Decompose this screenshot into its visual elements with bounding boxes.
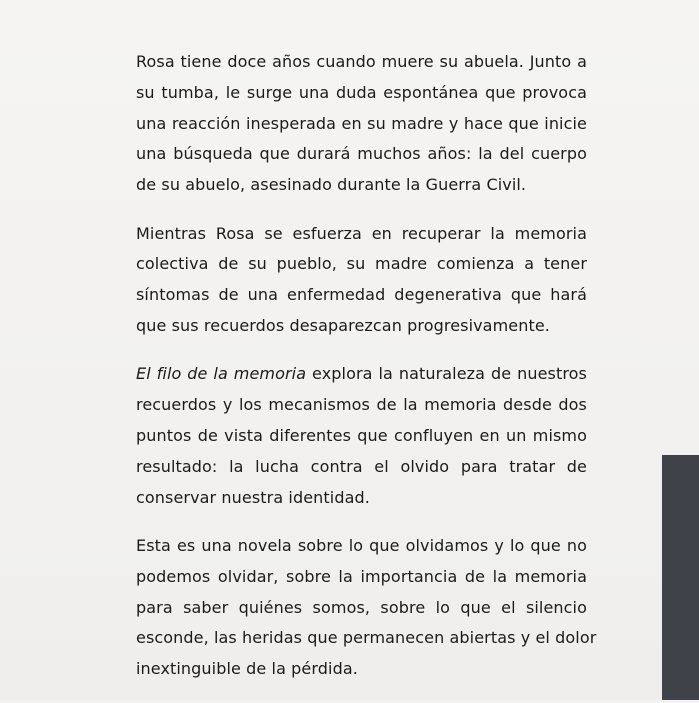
paragraph-4 xyxy=(136,531,597,685)
text-line: Rosa tiene doce años cuando muere su abuela. Junto a xyxy=(136,52,587,71)
text-line: una búsqueda que durará muchos años: la del cuerpo xyxy=(136,144,587,164)
paragraph-3 xyxy=(136,359,587,513)
text-line: esconde, las heridas que permanecen abiertas y el dolor xyxy=(136,628,597,648)
text-line: síntomas de una enfermedad degenerativa que hará xyxy=(136,285,587,305)
text-line: Esta es una novela sobre lo que olvidamos y lo que no xyxy=(136,535,587,555)
text-line: su tumba, le surge una duda espontánea que provoca xyxy=(136,82,587,102)
text-line: una reacción inesperada en su madre y hace que inicie xyxy=(136,113,587,133)
text-line: inextinguible de la pérdida. xyxy=(136,659,358,679)
text-line: para saber quiénes somos, sobre lo que el silencio xyxy=(136,597,587,617)
text-line: podemos olvidar, sobre la importancia de la memoria xyxy=(136,566,587,586)
text-line: puntos de vista diferentes que confluyen en un mismo xyxy=(136,425,587,445)
paragraph-2 xyxy=(136,219,587,342)
text-line: colectiva de su pueblo, su madre comienza a tener xyxy=(136,254,587,274)
text-line: Mientras Rosa se esfuerza en recuperar la memoria xyxy=(136,223,587,243)
text-line: resultado: la lucha contra el olvido para tratar de xyxy=(136,456,587,476)
book-title-italic: El filo de la memoria xyxy=(136,364,307,384)
text-fragment: explora la naturaleza de nuestros xyxy=(306,364,587,384)
text-line: que sus recuerdos desaparezcan progresivamente. xyxy=(136,315,550,335)
text-line: de su abuelo, asesinado durante la Guerra Civil. xyxy=(136,175,527,195)
text-line xyxy=(136,359,587,390)
text-line: conservar nuestra identidad. xyxy=(136,487,370,507)
synopsis-text xyxy=(136,47,597,703)
side-color-bar xyxy=(662,455,699,700)
paragraph-1 xyxy=(136,47,587,201)
text-line: recuerdos y los mecanismos de la memoria desde dos xyxy=(136,395,587,415)
